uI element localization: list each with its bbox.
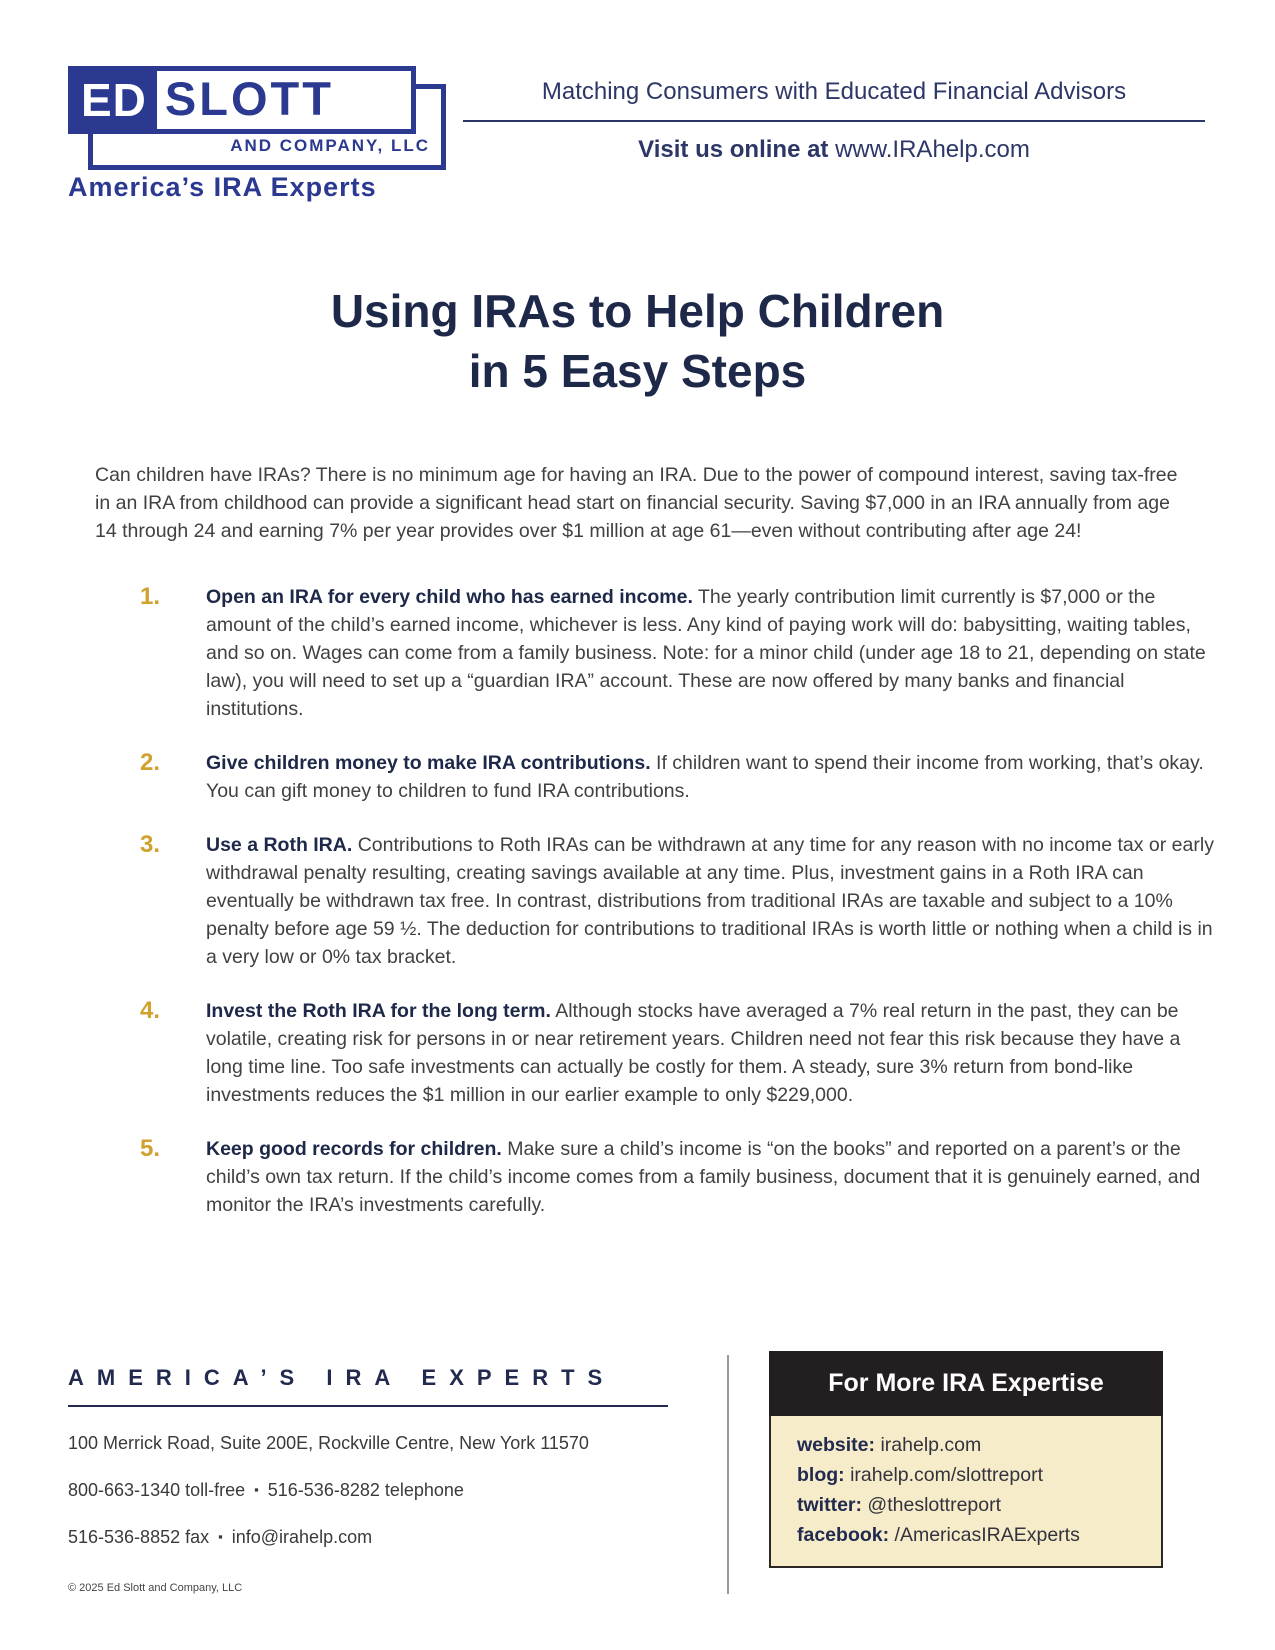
step-item-2 [140,749,1220,805]
step-text [206,749,1220,805]
irahelp-url-link[interactable]: www.IRAhelp.com [835,136,1030,163]
step-body: Make sure a child’s income is “on the books” and reported on a parent’s or the child’s own tax return. If the child’s income comes from a family business, document that it is genuinely earned, and monitor the IRA’s investments carefully. [206,1138,1201,1216]
logo-main-frame [68,66,416,134]
step-lead: Open an IRA for every child who has earned income. [206,586,693,608]
expertise-box [769,1351,1163,1594]
website-link[interactable]: irahelp.com [880,1434,982,1456]
fax-line [68,1527,693,1548]
step-item-5 [140,1135,1220,1219]
telephone-number: 516-536-8282 telephone [267,1480,464,1500]
step-text [206,583,1220,723]
step-item-1 [140,583,1220,723]
visit-prefix: Visit us online at [638,136,829,163]
logo-company-text: AND COMPANY, LLC [230,136,430,155]
expertise-box-body [769,1416,1163,1568]
title-line-2: in 5 Easy Steps [468,345,807,397]
step-lead: Keep good records for children. [206,1138,502,1160]
blog-item [797,1460,1161,1490]
experts-rule [68,1405,668,1407]
bullet-separator-icon: ▪ [254,1482,259,1497]
header-slogan: Matching Consumers with Educated Financial Advisors [463,78,1205,122]
twitter-link[interactable]: @theslottreport [867,1494,1002,1516]
intro-paragraph: Can children have IRAs? There is no minimum age for having an IRA. Due to the power of compound interest, saving tax-free in an IRA from childhood can provide a significant head start on financial security. Saving $7,000 in an IRA annually from age 14 through 24 and earning 7% per year provides over $1 million at age 61—even without contributing after age 24! [95,464,1178,542]
step-item-3 [140,831,1220,971]
logo-slott-text: SLOTT [164,72,334,125]
tollfree-number: 800-663-1340 toll-free [68,1480,246,1500]
page-title [0,281,1275,401]
address-line: 100 Merrick Road, Suite 200E, Rockville Centre, New York 11570 [68,1433,589,1453]
blog-link[interactable]: irahelp.com/slottreport [850,1464,1043,1486]
step-text [206,997,1220,1109]
experts-heading: AMERICA’S IRA EXPERTS [68,1365,616,1390]
phone-line [68,1480,693,1501]
facebook-link[interactable]: /AmericasIRAExperts [894,1524,1080,1546]
twitter-label: twitter: [797,1494,862,1516]
ed-slott-logo-icon [68,66,448,166]
logo-ed-text: ED [73,71,157,129]
step-number: 3. [140,831,161,858]
step-text [206,1135,1220,1219]
bullet-separator-icon: ▪ [218,1529,223,1544]
copyright-text: © 2025 Ed Slott and Company, LLC [68,1582,243,1594]
title-line-1: Using IRAs to Help Children [330,285,945,337]
step-lead: Give children money to make IRA contributions. [206,752,651,774]
website-label: website: [797,1434,876,1456]
steps-list [140,583,1220,1219]
step-lead: Use a Roth IRA. [206,834,353,856]
step-number: 4. [140,997,161,1024]
fax-number: 516-536-8852 fax [68,1527,210,1547]
facebook-item [797,1520,1161,1550]
email-link[interactable]: info@irahelp.com [231,1527,373,1547]
twitter-item [797,1490,1161,1520]
company-logo [68,66,463,203]
footer-contact-block [68,1351,693,1594]
step-body: If children want to spend their income from working, that’s okay. You can gift money to children to fund IRA contributions. [206,752,1204,802]
step-body: Contributions to Roth IRAs can be withdrawn at any time for any reason with no income tax or early withdrawal penalty resulting, creating savings available at any time. Plus, investment gains in a Roth IRA can eventually be withdrawn tax free. In contrast, distributions from traditional IRAs are taxable and subject to a 10% penalty before age 59 ½. The deduction for contributions to traditional IRAs is worth little or nothing when a child is in a very low or 0% tax bracket. [206,834,1214,968]
website-item [797,1430,1161,1460]
step-text [206,831,1220,971]
step-number: 5. [140,1135,161,1162]
expertise-box-title: For More IRA Expertise [769,1351,1163,1416]
page-footer [68,1351,1163,1594]
page-header [0,0,1275,203]
step-number: 2. [140,749,161,776]
step-body: The yearly contribution limit currently is $7,000 or the amount of the child’s earned income, whichever is less. Any kind of paying work will do: babysitting, waiting tables, and so on. Wages can come from a family business. Note: for a minor child (under age 18 to 21, depending on state law), you will need to set up a “guardian IRA” account. These are now offered by many banks and financial institutions. [206,586,1206,720]
step-body: Although stocks have averaged a 7% real return in the past, they can be volatile, creating risk for persons in or near retirement years. Children need not fear this risk because they have a long time line. Too safe investments can actually be costly for them. A steady, sure 3% return from bond-like investments reduces the $1 million in our earlier example to only $229,000. [206,1000,1181,1106]
step-item-4 [140,997,1220,1109]
step-lead: Invest the Roth IRA for the long term. [206,1000,551,1022]
header-right-block [463,66,1205,203]
footer-vertical-divider [727,1355,729,1594]
blog-label: blog: [797,1464,845,1486]
facebook-label: facebook: [797,1524,890,1546]
header-visit-line [463,136,1205,164]
logo-tagline: America’s IRA Experts [68,172,377,202]
step-number: 1. [140,583,161,610]
